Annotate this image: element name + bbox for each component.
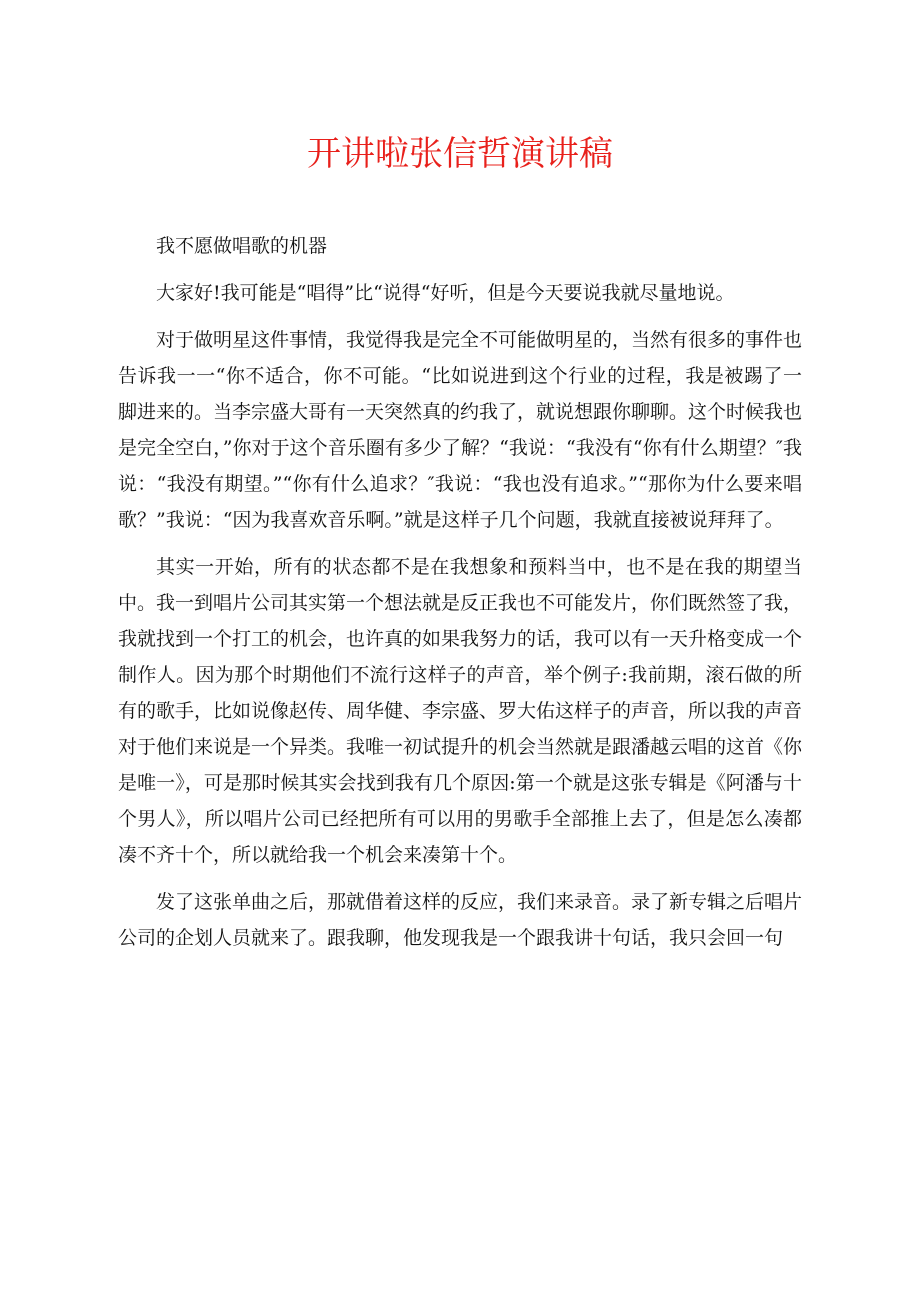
- document-title: 开讲啦张信哲演讲稿: [307, 134, 613, 174]
- paragraph-becoming-star: 对于做明星这件事情，我觉得我是完全不可能做明星的，当然有很多的事件也告诉我一一“你不适合，你不可能。“比如说进到这个行业的过程，我是被踢了一脚进来的。当李宗盛大哥有一天突然真的约我了，就说想跟你聊聊。这个时候我也是完全空白，”你对于这个音乐圈有多少了解？“我说：“我没有“你有什么期望？″我说：“我没有期望。”“你有什么追求？″我说：“我也没有追求。”“那你为什么要来唱歌？”我说：“因为我喜欢音乐啊。”就是这样子几个问题，我就直接被说拜拜了。: [118, 329, 803, 531]
- document-body: [118, 228, 802, 967]
- paragraph-subtitle: 我不愿做唱歌的机器: [156, 235, 328, 257]
- paragraph-after-single: 发了这张单曲之后，那就借着这样的反应，我们来录音。录了新专辑之后唱片公司的企划人员就来了。跟我聊，他发现我是一个跟我讲十句话，我只会回一句: [118, 891, 803, 949]
- paragraph-early-career: 其实一开始，所有的状态都不是在我想象和预料当中，也不是在我的期望当中。我一到唱片公司其实第一个想法就是反正我也不可能发片，你们既然签了我，我就找到一个打工的机会，也许真的如果我努力的话，我可以有一天升格变成一个制作人。因为那个时期他们不流行这样子的声音，举个例子:我前期，滚石做的所有的歌手，比如说像赵传、周华健、李宗盛、罗大佑这样子的声音，所以我的声音对于他们来说是一个异类。我唯一初试提升的机会当然就是跟潘越云唱的这首《你是唯一》，可是那时候其实会找到我有几个原因:第一个就是这张专辑是《阿潘与十个男人》，所以唱片公司已经把所有可以用的男歌手全部推上去了，但是怎么凑都凑不齐十个，所以就给我一个机会来凑第十个。: [118, 556, 803, 866]
- paragraph-greeting: 大家好!我可能是“唱得”比“说得“好听，但是今天要说我就尽量地说。: [156, 282, 735, 304]
